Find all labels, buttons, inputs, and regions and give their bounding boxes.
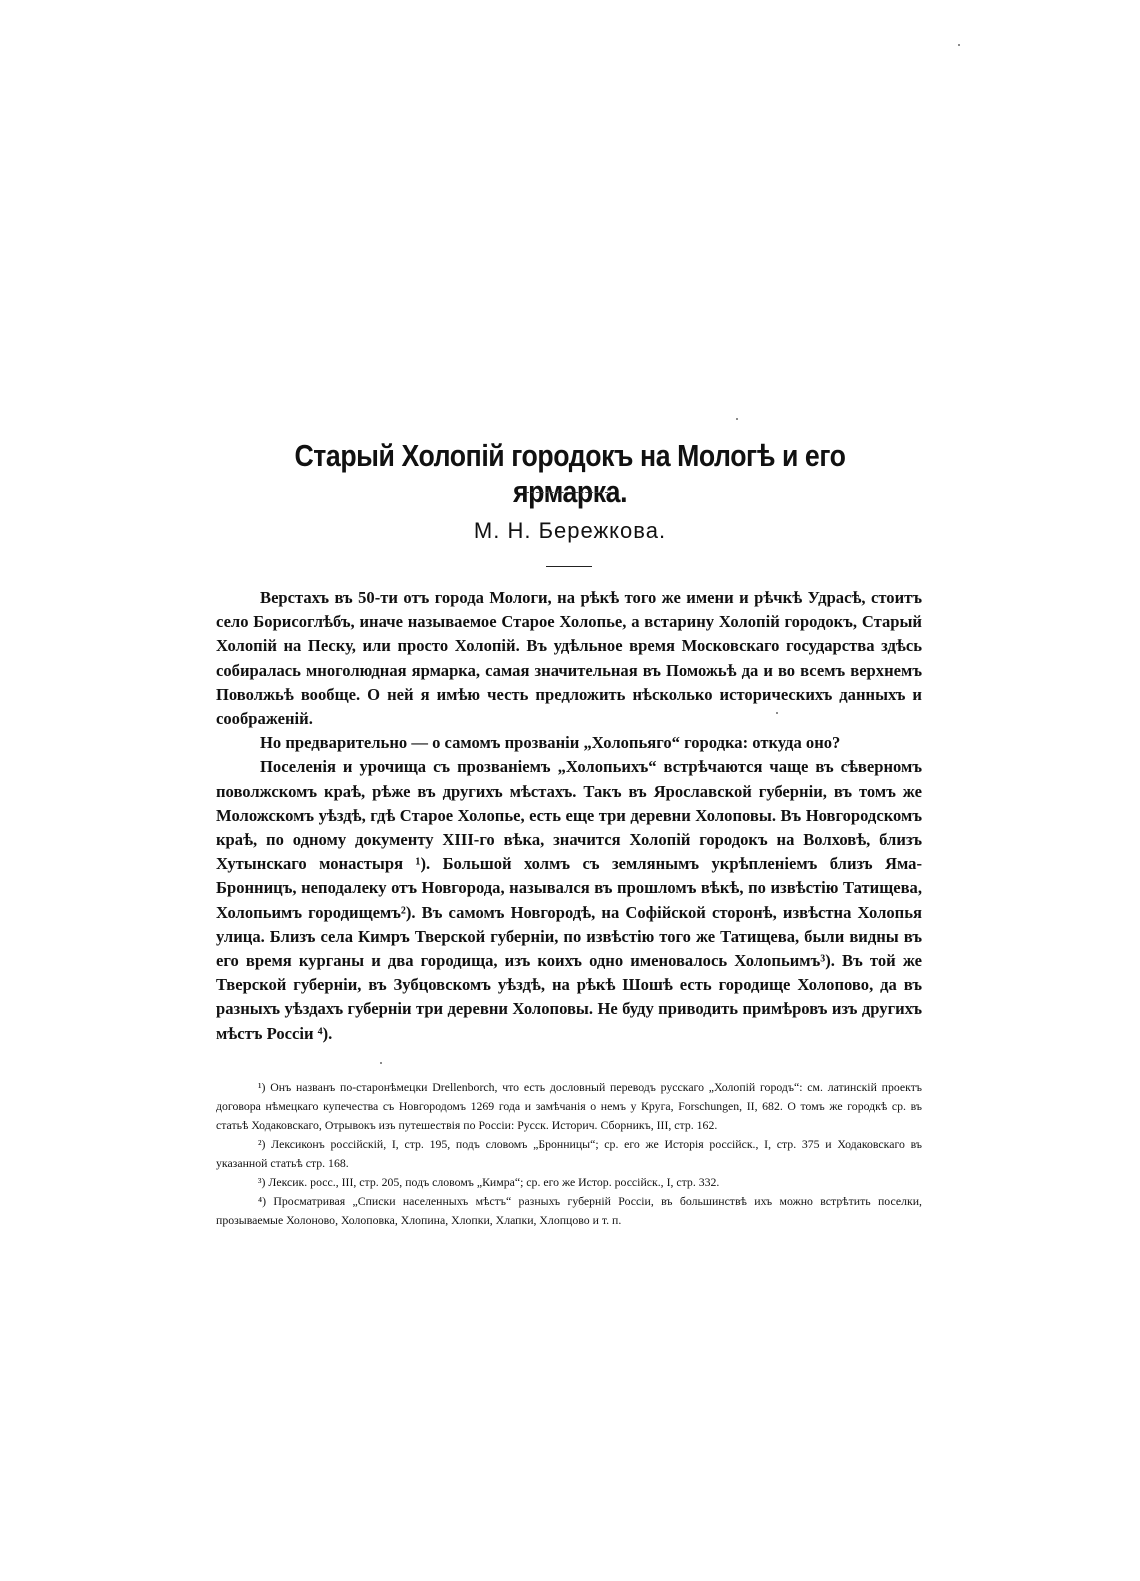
article-title: Старый Холопій городокъ на Мологѣ и его ярмарка.: [294, 438, 846, 509]
author-divider-rule: [546, 566, 592, 567]
article-body: [216, 586, 922, 1046]
body-paragraph: Поселенія и урочища съ прозваніемъ „Холопьихъ“ встрѣчаются чаще въ сѣверномъ поволжскомъ краѣ, рѣже въ другихъ мѣстахъ. Такъ въ Ярославской губерніи, въ томъ же Моложскомъ уѣздѣ, гдѣ Старое Холопье, есть еще три деревни Холоповы. Въ Новгородскомъ краѣ, по одному документу XIII-го вѣка, значится Холопій городокъ на Волховѣ, близъ Хутынскаго монастыря ¹). Большой холмъ съ землянымъ укрѣпленіемъ близъ Яма-Бронницъ, неподалеку отъ Новгорода, назывался въ прошломъ вѣкѣ, по извѣстію Татищева, Холопьимъ городищемъ²). Въ самомъ Новгородѣ, на Софійской сторонѣ, извѣстна Холопья улица. Близъ села Кимръ Тверской губерніи, по извѣстію того же Татищева, были видны въ его время курганы и два городища, изъ коихъ одно именовалось Холопьимъ³). Въ той же Тверской губерніи, въ Зубцовскомъ уѣздѣ, на рѣкѣ Шошѣ есть городище Холопово, да въ разныхъ уѣздахъ губерніи три деревни Холоповы. Не буду приводить примѣровъ изъ другихъ мѣстъ Россіи ⁴).: [216, 757, 922, 1043]
scan-speck: [958, 44, 960, 46]
footnote: ²) Лексиконъ россійскій, I, стр. 195, подъ словомъ „Бронницы“; ср. его же Исторія россійск., I, стр. 375 и Ходаковскаго въ указанной статьѣ стр. 168.: [216, 1137, 922, 1170]
footnote: ³) Лексик. росс., III, стр. 205, подъ словомъ „Кимра“; ср. его же Истор. россійск., I, стр. 332.: [258, 1175, 720, 1189]
scan-speck: [776, 712, 778, 714]
footnotes: [216, 1078, 922, 1230]
scan-speck: [736, 418, 738, 420]
body-paragraph: Верстахъ въ 50-ти отъ города Мологи, на рѣкѣ того же имени и рѣчкѣ Удрасѣ, стоитъ село Борисоглѣбъ, иначе называемое Старое Холопье, а встарину Холопій городокъ, Старый Холопій на Песку, или просто Холопій. Въ удѣльное время Московскаго государства здѣсь собиралась многолюдная ярмарка, самая значительная въ Поможьѣ да и во всемъ верхнемъ Поволжьѣ вообще. О ней я имѣю честь предложить нѣсколько историческихъ данныхъ и соображеній.: [216, 588, 922, 729]
scan-speck: [380, 1062, 382, 1064]
title-ornament-rule: [526, 492, 608, 493]
footnote: ¹) Онъ названъ по-старонѣмецки Drellenborch, что есть дословный переводъ русскаго „Холопій городъ“: см. латинскій проектъ договора нѣмецкаго купечества съ Новгородомъ 1269 года и замѣчанія о немъ у Круга, Forschungen, II, 682. О томъ же городкѣ ср. въ статьѣ Ходаковскаго, Отрывокъ изъ путешествія по Россіи: Русск. Историч. Сборникъ, III, стр. 162.: [216, 1080, 922, 1132]
footnote: ⁴) Просматривая „Списки населенныхъ мѣстъ“ разныхъ губерній Россіи, въ большинствѣ ихъ можно встрѣтить поселки, прозываемые Холоново, Холоповка, Хлопина, Хлопки, Хлапки, Хлопцово и т. п.: [216, 1194, 922, 1227]
body-paragraph: Но предварительно — о самомъ прозваніи „Холопьяго“ городка: откуда оно?: [260, 733, 841, 753]
article-author: М. Н. Бережкова.: [473, 518, 667, 543]
